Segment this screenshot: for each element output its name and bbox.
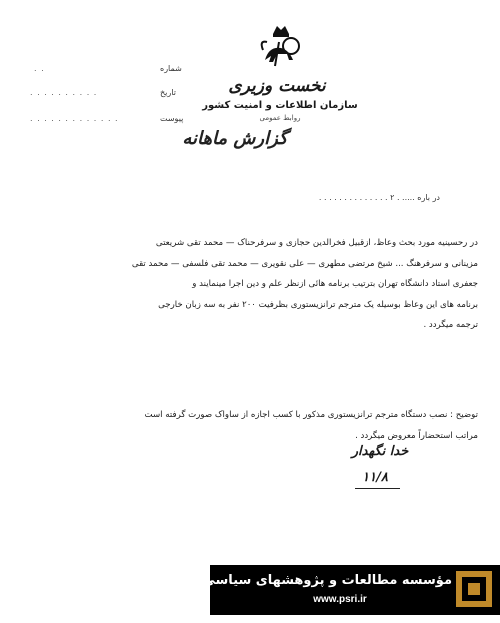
signature-date: ۱۱/۸ (362, 470, 388, 485)
footer-url: www.psri.ir (313, 594, 367, 605)
footer-title: مؤسسه مطالعات و پژوهشهای سیاسی (202, 573, 452, 588)
signature-text: خدا نگهدار (351, 444, 409, 459)
attachment-label: پیوست (160, 114, 184, 123)
note-line: توضیح : نصب دستگاه مترجم ترانزیستوری مذکور با کسب اجازه از ساواک صورت گرفته است (144, 410, 478, 420)
ministry-title: نخست وزیری (228, 76, 326, 96)
body-line: برنامه های این وعاظ بوسیله یک مترجم ترانزیستوری بظرفیت ۲۰۰ نفر به سه زبان خارجی (158, 299, 478, 310)
department-subtitle: روابط عمومی (259, 114, 301, 122)
attachment-dots: . . . . . . . . . . . . . (30, 114, 119, 123)
institute-logo-icon (456, 571, 492, 607)
body-line: مزینانی و سرفرهنگ ... شیخ مرتضی مطهری — علی نقویری — محمد تقی فلسفی — محمد تقی (131, 258, 478, 269)
number-label: شماره (160, 64, 182, 73)
reference-line: در باره ..... . ۲ . . . . . . . . . . . . . . (318, 193, 440, 202)
date-dots: . . . . . . . . . . (30, 88, 98, 97)
number-dots: . . (34, 64, 45, 73)
note-section (22, 405, 478, 447)
letter-body (22, 233, 478, 336)
handwritten-header: گزارش ماهانه (182, 128, 288, 149)
date-label: تاریخ (160, 88, 176, 97)
lion-and-sun-emblem-icon (255, 20, 307, 72)
body-line: در رحسینیه مورد بحث وعاظ، ازقبیل فخرالدین حجازی و سرفرحناک — محمد تقی شریعتی (155, 238, 478, 248)
signature-underline (355, 488, 400, 489)
body-line: ترجمه میگردد . (423, 320, 478, 331)
body-line: جعفری استاد دانشگاه تهران بترتیب برنامه هائی ازنظر علم و دین اجرا مینمایند و (192, 279, 478, 290)
organization-name: سازمان اطلاعات و امنیت کشور (202, 100, 358, 111)
note-line: مراتب استحضاراً معروض میگردد . (355, 431, 478, 441)
